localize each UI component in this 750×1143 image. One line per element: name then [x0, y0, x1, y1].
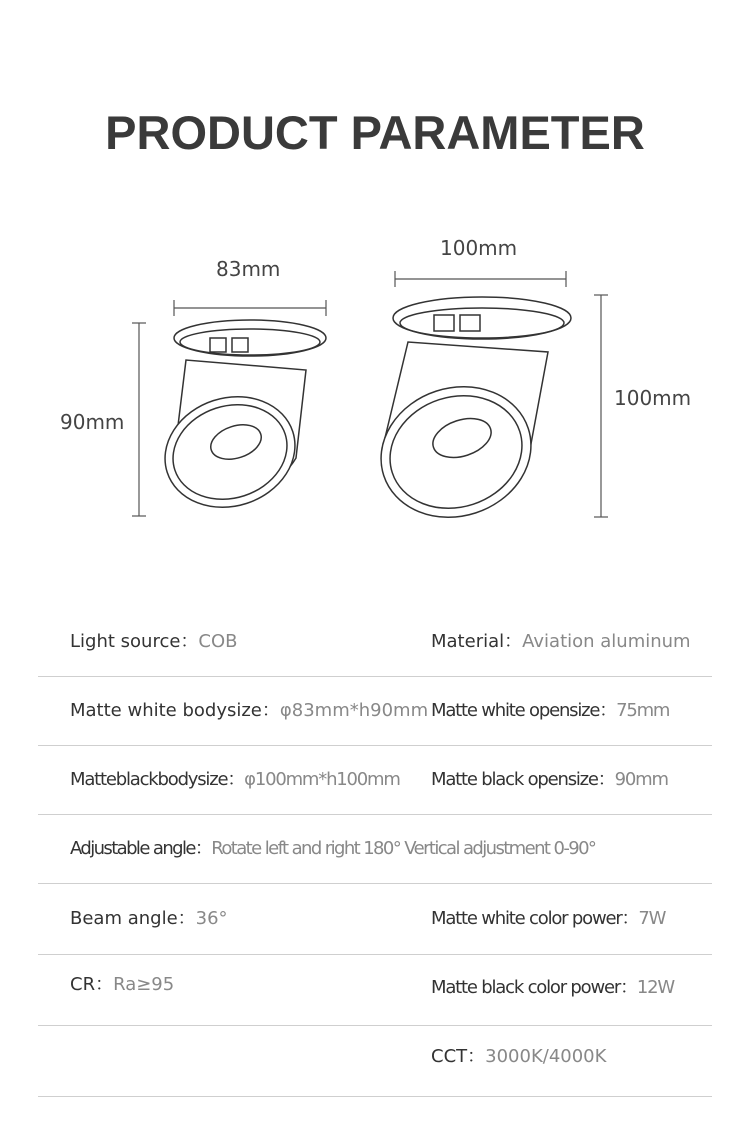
spec-label: CR — [70, 974, 96, 995]
spec-separator: ： — [95, 974, 114, 995]
large-width-label: 100mm — [440, 236, 518, 260]
spec-label: CCT — [431, 1046, 468, 1067]
spec-black-power — [431, 955, 674, 1025]
spec-black-opensize — [431, 746, 668, 814]
spec-value: COB — [198, 631, 238, 652]
spec-value: 90mm — [614, 769, 668, 790]
spec-row — [38, 677, 712, 746]
spec-row — [38, 1026, 712, 1097]
large-downlight-illustration — [364, 297, 571, 536]
spec-label: Material — [431, 631, 505, 652]
spec-value: φ83mm*h90mm — [279, 700, 429, 721]
spec-separator: ： — [177, 908, 196, 929]
small-width-dimension-line — [174, 300, 326, 316]
small-height-label: 90mm — [60, 410, 125, 434]
spec-label: Matteblackbodysize — [70, 769, 228, 790]
large-height-label: 100mm — [614, 386, 692, 410]
spec-separator: ： — [620, 977, 637, 998]
spec-separator: ： — [621, 908, 639, 929]
small-width-label: 83mm — [216, 257, 281, 281]
spec-label: Matte black color power — [431, 977, 621, 998]
spec-white-opensize — [431, 677, 669, 745]
small-height-dimension-line — [132, 323, 146, 516]
spec-separator: ： — [597, 769, 615, 790]
spec-value: Ra≥95 — [113, 974, 175, 995]
spec-value: 7W — [638, 908, 666, 929]
spec-label: Adjustable angle — [70, 838, 195, 859]
spec-separator: ： — [227, 769, 245, 790]
page-title: PRODUCT PARAMETER — [105, 106, 645, 159]
spec-value: 75mm — [616, 700, 670, 721]
spec-label: Light source — [70, 631, 181, 652]
spec-separator: ： — [504, 631, 523, 652]
spec-cct — [431, 1026, 606, 1096]
spec-separator: ： — [261, 700, 280, 721]
large-height-dimension-line — [594, 295, 608, 517]
spec-value: 36° — [195, 908, 228, 929]
spec-value: 12W — [636, 977, 674, 998]
product-dimension-diagram — [0, 220, 750, 540]
spec-value: Aviation aluminum — [522, 631, 691, 652]
spec-value: 3000K/4000K — [485, 1046, 607, 1067]
spec-separator: ： — [194, 838, 212, 859]
spec-beam-angle — [70, 884, 228, 954]
spec-row — [38, 884, 712, 955]
spec-value: φ100mm*h100mm — [244, 769, 400, 790]
spec-white-power — [431, 884, 665, 954]
spec-row — [38, 955, 712, 1026]
spec-label: Matte black opensize — [431, 769, 598, 790]
spec-table — [38, 608, 712, 1097]
spec-separator: ： — [180, 631, 199, 652]
spec-row — [38, 746, 712, 815]
spec-label: Matte white bodysize — [70, 700, 262, 721]
spec-white-bodysize — [70, 677, 428, 745]
spec-separator: ： — [599, 700, 617, 721]
spec-material — [431, 608, 691, 676]
downlight-drawing — [0, 220, 750, 540]
small-downlight-illustration — [151, 320, 326, 524]
spec-separator: ： — [467, 1046, 486, 1067]
spec-cr — [70, 955, 174, 1025]
spec-row — [38, 815, 712, 884]
spec-value: Rotate left and right 180° Vertical adjustment 0-90° — [211, 838, 596, 859]
spec-row — [38, 608, 712, 677]
large-width-dimension-line — [395, 271, 566, 287]
spec-black-bodysize — [70, 746, 400, 814]
spec-adjustable-angle — [70, 815, 595, 883]
spec-light-source — [70, 608, 238, 676]
spec-label: Matte white color power — [431, 908, 622, 929]
spec-label: Beam angle — [70, 908, 178, 929]
spec-label: Matte white opensize — [431, 700, 600, 721]
